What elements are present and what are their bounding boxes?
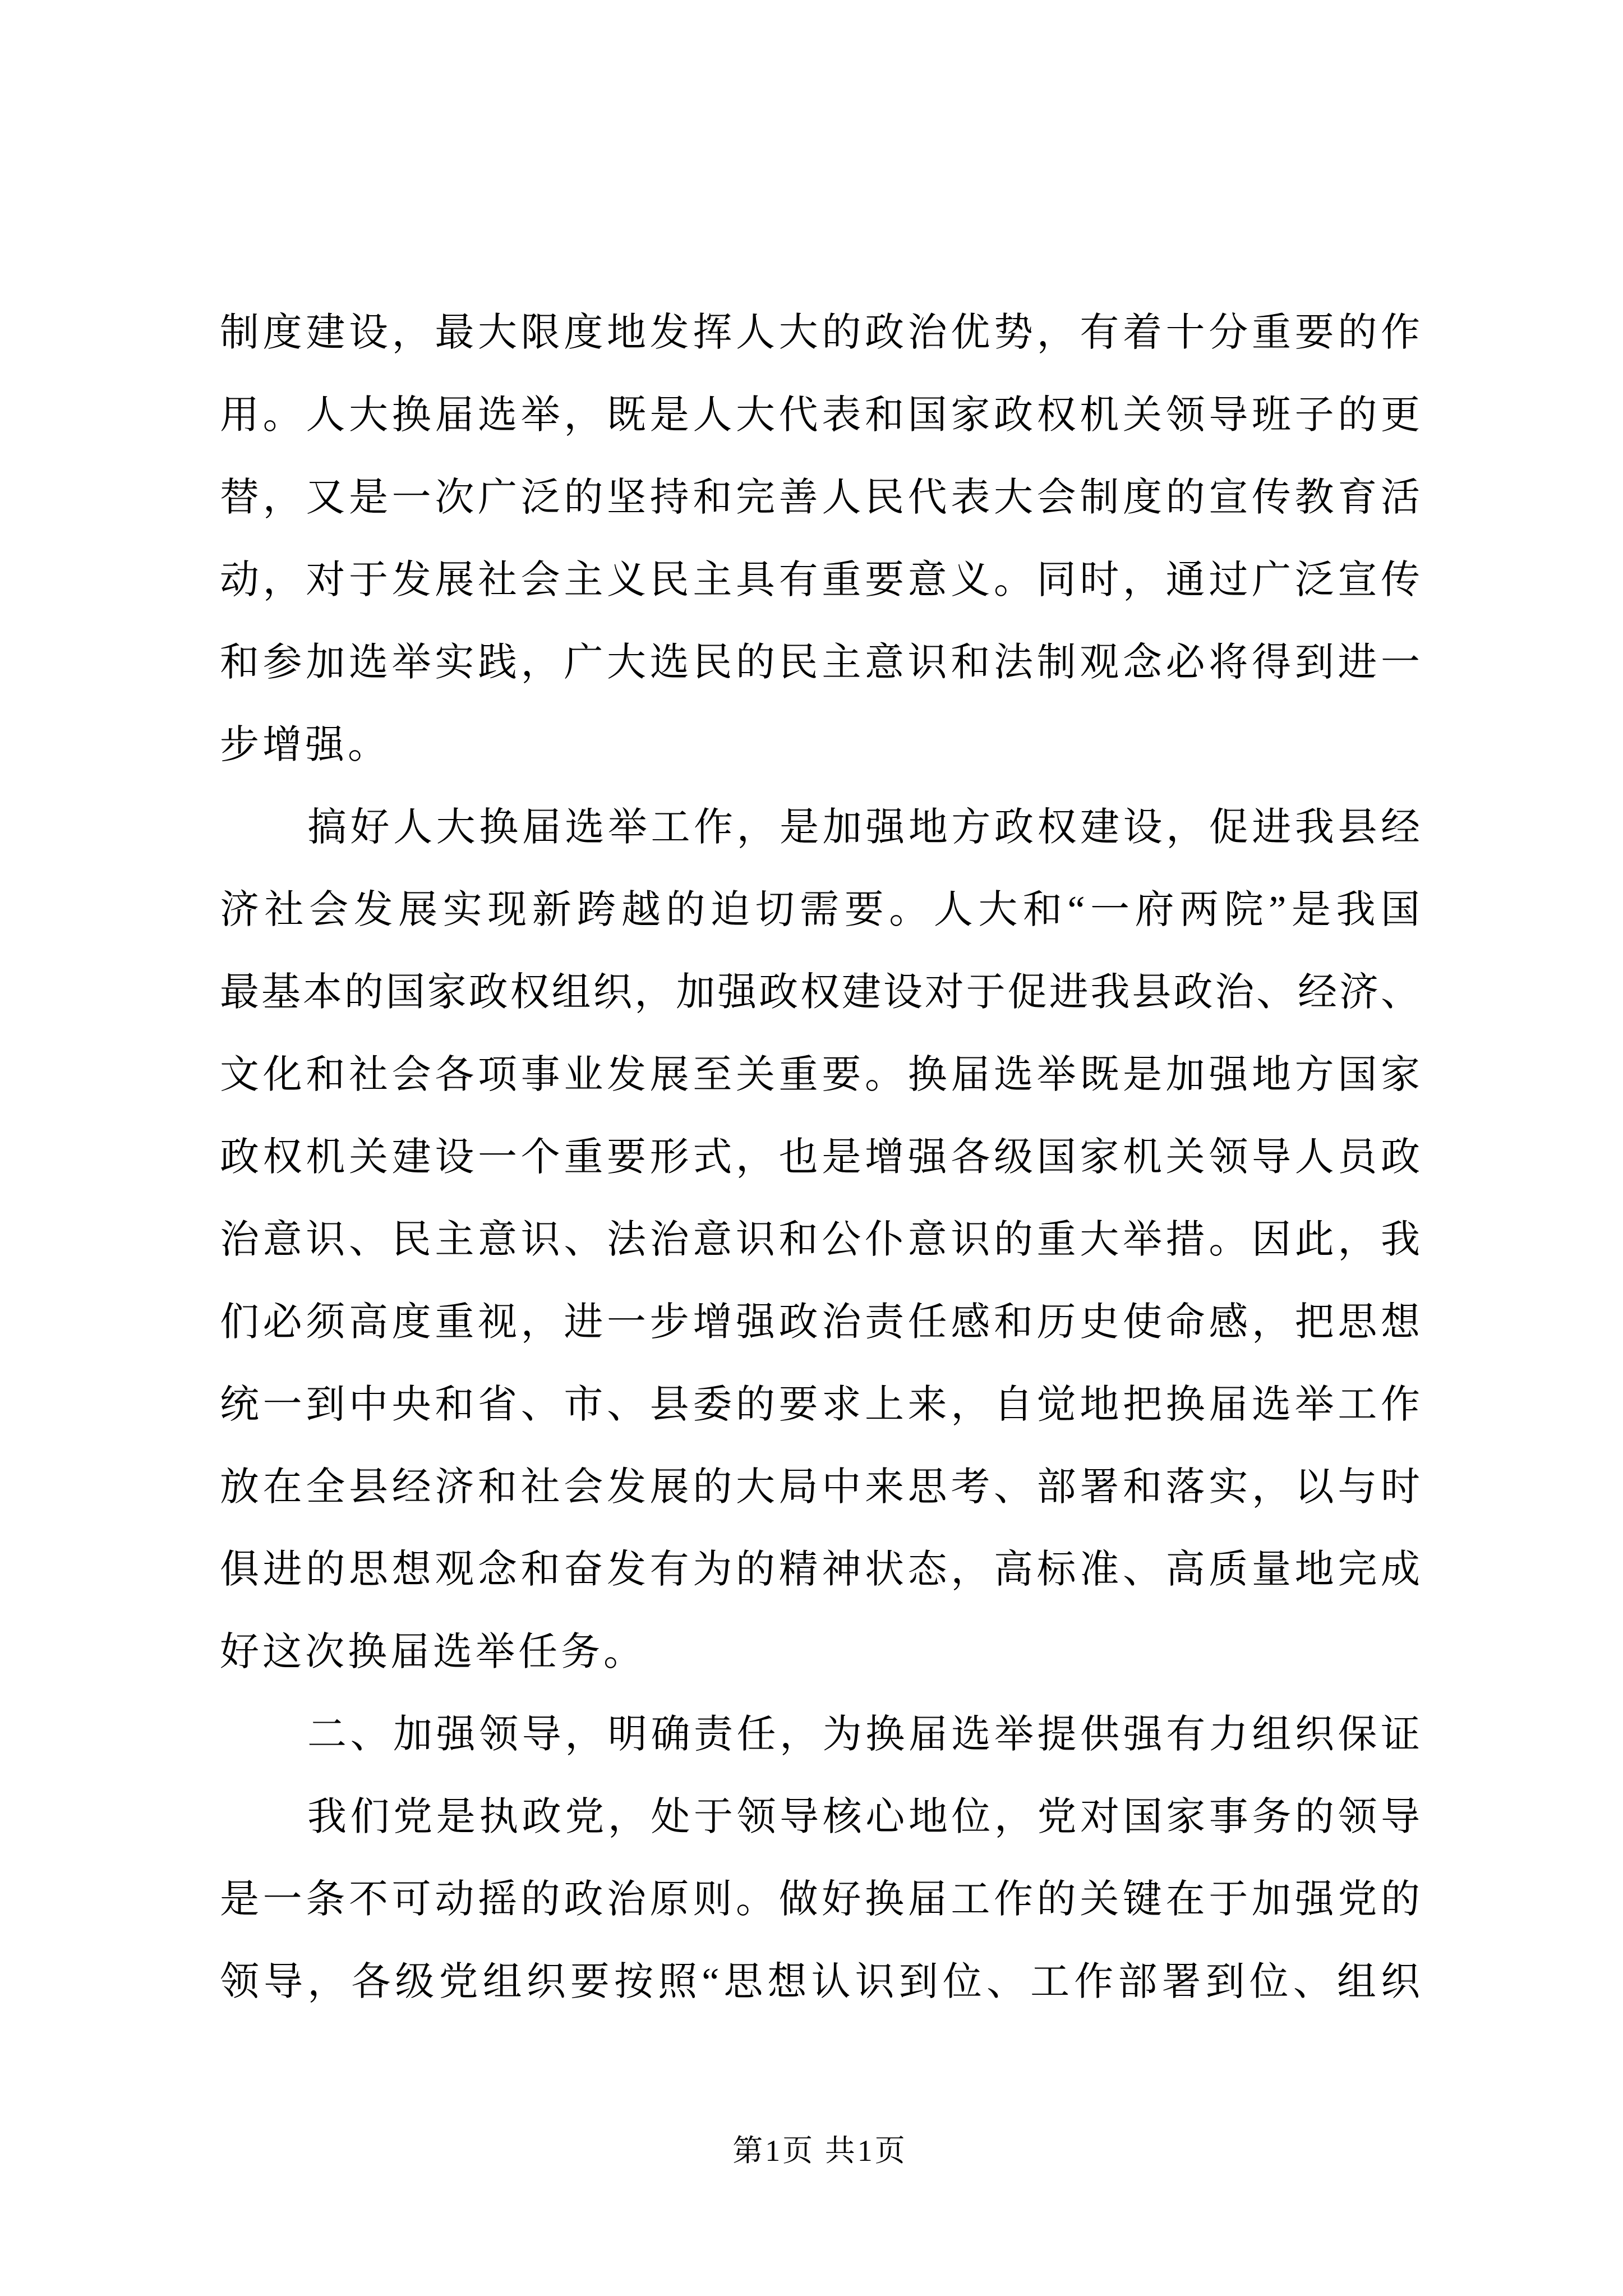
body-line: 们必须高度重视，进一步增强政治责任感和历史使命感，把思想 [220,1301,1420,1344]
body-line: 文化和社会各项事业发展至关重要。换届选举既是加强地方国家 [220,1053,1420,1097]
body-text-block [220,292,1420,2023]
page-footer: 第1页 共1页 [732,2134,907,2168]
body-line: 动，对于发展社会主义民主具有重要意义。同时，通过广泛宣传 [220,559,1420,602]
body-line: 我们党是执政党，处于领导核心地位，党对国家事务的领导 [307,1796,1420,1839]
body-line: 领导，各级党组织要按照“思想认识到位、工作部署到位、组织 [220,1961,1420,2004]
body-line: 放在全县经济和社会发展的大局中来思考、部署和落实，以与时 [220,1466,1420,1509]
body-line: 制度建设，最大限度地发挥人大的政治优势，有着十分重要的作 [220,311,1420,355]
body-line: 统一到中央和省、市、县委的要求上来，自觉地把换届选举工作 [220,1383,1420,1427]
body-line: 治意识、民主意识、法治意识和公仆意识的重大举措。因此，我 [220,1218,1420,1262]
body-line: 和参加选举实践，广大选民的民主意识和法制观念必将得到进一 [220,641,1420,684]
body-line: 最基本的国家政权组织，加强政权建设对于促进我县政治、经济、 [220,971,1420,1014]
body-line: 好这次换届选举任务。 [220,1631,646,1674]
body-line: 搞好人大换届选举工作，是加强地方政权建设，促进我县经 [307,806,1420,849]
body-line: 步增强。 [220,724,390,767]
body-line: 是一条不可动摇的政治原则。做好换届工作的关键在于加强党的 [220,1878,1420,1921]
body-line: 替，又是一次广泛的坚持和完善人民代表大会制度的宣传教育活 [220,476,1420,519]
body-line: 俱进的思想观念和奋发有为的精神状态，高标准、高质量地完成 [220,1548,1420,1591]
body-line: 用。人大换届选举，既是人大代表和国家政权机关领导班子的更 [220,394,1420,437]
body-line: 济社会发展实现新跨越的迫切需要。人大和“一府两院”是我国 [220,889,1420,932]
body-line: 政权机关建设一个重要形式，也是增强各级国家机关领导人员政 [220,1136,1420,1179]
section-heading: 二、加强领导，明确责任，为换届选举提供强有力组织保证 [307,1713,1420,1756]
